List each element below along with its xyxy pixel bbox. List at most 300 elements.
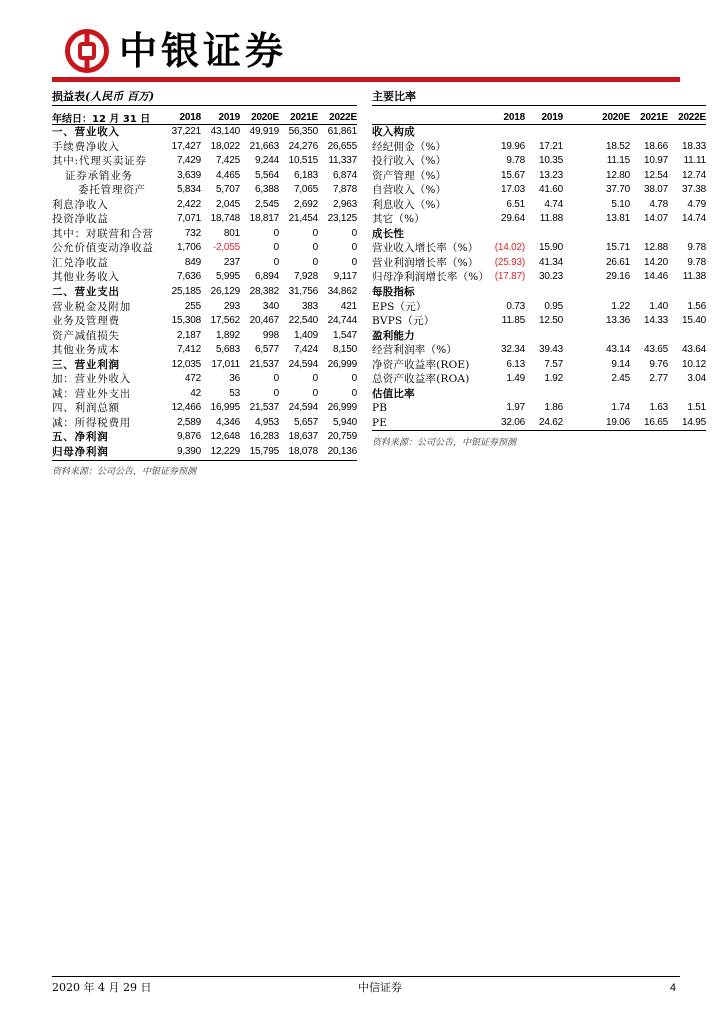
table-row — [52, 154, 357, 169]
value-cell: 18,748 — [210, 213, 240, 225]
value-cell: 1,547 — [332, 329, 357, 341]
value-cell: 53 — [229, 387, 240, 399]
value-cell: 8,150 — [332, 344, 357, 356]
table-row — [52, 314, 357, 329]
value-cell: 5,995 — [215, 271, 240, 283]
table-header-row — [52, 110, 357, 125]
row-label: 利息收入（%） — [372, 198, 447, 211]
page-number: 4 — [669, 982, 676, 994]
value-cell: 12.54 — [643, 169, 668, 181]
value-cell: 7,424 — [293, 344, 318, 356]
value-cell: 23,125 — [327, 213, 357, 225]
value-cell: 32.06 — [500, 416, 525, 428]
value-cell: 34,862 — [327, 286, 357, 298]
value-cell: 21,663 — [249, 140, 279, 152]
year-header: 2021E — [640, 111, 668, 123]
footer-rule — [52, 976, 680, 977]
value-cell: 9.78 — [687, 256, 706, 268]
value-cell: 24,744 — [327, 315, 357, 327]
value-cell: 5,683 — [215, 344, 240, 356]
row-label: 一、营业收入 — [52, 126, 120, 138]
value-cell: 7,636 — [176, 271, 201, 283]
value-cell: 1.56 — [687, 300, 706, 312]
value-cell: 732 — [184, 227, 201, 239]
table-row — [372, 140, 706, 155]
value-cell: 16.65 — [643, 416, 668, 428]
table-row — [52, 256, 357, 271]
table-row — [52, 183, 357, 198]
value-cell: 4.79 — [687, 198, 706, 210]
value-cell: 37,221 — [171, 126, 201, 137]
value-cell: 18,022 — [210, 140, 240, 152]
value-cell: 12.88 — [643, 242, 668, 254]
value-cell: 3.04 — [687, 373, 706, 385]
value-cell: 10,515 — [288, 155, 318, 167]
section-row — [52, 445, 357, 460]
row-label: 四、利润总额 — [52, 402, 120, 415]
value-cell: 17.21 — [538, 140, 563, 152]
row-label: 收入构成 — [372, 126, 415, 138]
value-cell: 10.12 — [681, 358, 706, 370]
row-label: 加：营业外收入 — [52, 373, 132, 386]
value-cell: 0 — [273, 387, 279, 399]
value-cell: 18.33 — [681, 140, 706, 152]
value-cell: -2,055 — [212, 242, 240, 254]
value-cell: 7,429 — [176, 155, 201, 167]
value-cell: 0 — [351, 373, 357, 385]
row-label: 减：所得税费用 — [52, 416, 132, 429]
row-label: 委托管理资产 — [78, 184, 146, 197]
section-row — [372, 125, 706, 140]
table-row — [52, 300, 357, 315]
value-cell: 61,861 — [327, 126, 357, 137]
value-cell: 2.77 — [649, 373, 668, 385]
value-cell: 18.66 — [643, 140, 668, 152]
value-cell: 26,999 — [327, 402, 357, 414]
value-cell: 10.35 — [538, 155, 563, 167]
value-cell: 43.14 — [605, 344, 630, 356]
value-cell: 4.74 — [544, 198, 563, 210]
value-cell: 2,545 — [254, 198, 279, 210]
row-label: 盈利能力 — [372, 329, 415, 342]
value-cell: 24.62 — [538, 416, 563, 428]
value-cell: 16,995 — [210, 402, 240, 414]
table-row — [372, 183, 706, 198]
year-header: 2018 — [179, 112, 201, 123]
value-cell: 38.07 — [643, 184, 668, 196]
value-cell: 13.36 — [605, 315, 630, 327]
income-statement-title — [52, 89, 357, 106]
value-cell: 1.49 — [506, 373, 525, 385]
value-cell: 1,409 — [293, 329, 318, 341]
row-label: EPS（元） — [372, 300, 427, 313]
value-cell: 7,878 — [332, 184, 357, 196]
table-row — [372, 314, 706, 329]
value-cell: 0 — [312, 387, 318, 399]
value-cell: 5.10 — [611, 198, 630, 210]
value-cell: 11.88 — [539, 213, 563, 225]
value-cell: 9.78 — [506, 155, 525, 167]
value-cell: 37.38 — [681, 184, 706, 196]
value-cell: 18,637 — [288, 431, 318, 443]
value-cell: 9,117 — [333, 271, 357, 283]
value-cell: 0 — [273, 256, 279, 268]
value-cell: 0 — [312, 242, 318, 254]
value-cell: 30.23 — [538, 271, 563, 283]
table-row — [52, 387, 357, 402]
value-cell: 1.22 — [611, 300, 630, 312]
section-row — [372, 387, 706, 402]
value-cell: 9.76 — [649, 358, 668, 370]
value-cell: 15.67 — [500, 169, 525, 181]
bank-of-china-logo-icon — [65, 29, 109, 73]
row-label: 二、营业支出 — [52, 286, 120, 299]
value-cell: 17,562 — [210, 315, 240, 327]
row-label: 五、净利润 — [52, 431, 109, 444]
value-cell: 2,422 — [176, 198, 201, 210]
row-label: 经营利润率（%） — [372, 344, 458, 357]
row-label: 投资净收益 — [52, 213, 109, 226]
value-cell: 3,639 — [176, 169, 201, 181]
row-label: 其中:代理买卖证券 — [52, 155, 147, 168]
value-cell: 43.64 — [681, 344, 706, 356]
value-cell: 15.90 — [538, 242, 563, 254]
row-label: 归母净利润增长率（%） — [372, 271, 490, 284]
value-cell: 2,963 — [332, 198, 357, 210]
value-cell: 998 — [262, 329, 279, 341]
value-cell: 5,940 — [332, 416, 357, 428]
row-label: 其他业务成本 — [52, 344, 120, 357]
row-label: 资产管理（%） — [372, 169, 447, 182]
value-cell: 7,065 — [293, 184, 318, 196]
row-label: 营业收入增长率（%） — [372, 242, 479, 255]
row-label: 证券承销业务 — [65, 169, 133, 182]
value-cell: 28,382 — [249, 286, 279, 298]
value-cell: 39.43 — [538, 344, 563, 356]
value-cell: 2.45 — [611, 373, 630, 385]
value-cell: 6,894 — [254, 271, 279, 283]
value-cell: (17.87) — [494, 271, 525, 283]
table-body — [372, 125, 706, 431]
section-row — [52, 285, 357, 300]
row-label: 三、营业利润 — [52, 358, 120, 371]
value-cell: 4,465 — [215, 169, 240, 181]
value-cell: 14.20 — [643, 256, 668, 268]
value-cell: 12.50 — [538, 315, 563, 327]
table-row — [372, 343, 706, 358]
table-header-row — [372, 110, 706, 125]
table-row — [372, 212, 706, 227]
value-cell: 17.03 — [500, 184, 525, 196]
value-cell: 17,011 — [211, 358, 240, 370]
value-cell: 36 — [229, 373, 240, 385]
table-row — [372, 300, 706, 315]
value-cell: 11.38 — [682, 271, 706, 283]
table-row — [52, 329, 357, 344]
value-cell: 9,876 — [176, 431, 201, 443]
row-label: 资产减值损失 — [52, 329, 120, 342]
value-cell: 17,427 — [171, 140, 201, 152]
value-cell: 6.51 — [506, 198, 525, 210]
value-cell: 4.78 — [649, 198, 668, 210]
value-cell: 7,412 — [176, 344, 201, 356]
section-row — [372, 285, 706, 300]
value-cell: 12.74 — [681, 169, 706, 181]
value-cell: 472 — [184, 373, 201, 385]
value-cell: 15.71 — [605, 242, 630, 254]
row-label: PB — [372, 402, 388, 415]
value-cell: 14.95 — [681, 416, 706, 428]
value-cell: 5,707 — [215, 184, 240, 196]
value-cell: 26,999 — [327, 358, 357, 370]
value-cell: 56,350 — [288, 126, 318, 137]
value-cell: 37.70 — [605, 184, 630, 196]
value-cell: 0.95 — [544, 300, 563, 312]
key-ratios-table — [372, 110, 706, 431]
value-cell: 421 — [340, 300, 357, 312]
value-cell: 21,537 — [249, 402, 279, 414]
value-cell: 237 — [223, 256, 240, 268]
header-rule — [52, 77, 680, 82]
row-label: 营业税金及附加 — [52, 300, 132, 313]
table-row — [52, 416, 357, 431]
value-cell: (14.02) — [494, 242, 525, 254]
value-cell: 383 — [301, 300, 318, 312]
value-cell: 6,874 — [332, 169, 357, 181]
row-label: 归母净利润 — [52, 446, 109, 459]
table-row — [372, 401, 706, 416]
value-cell: 12,229 — [210, 446, 240, 458]
value-cell: 0 — [351, 227, 357, 239]
row-label: 其他业务收入 — [52, 271, 120, 284]
value-cell: 6.13 — [506, 358, 525, 370]
value-cell: 1.97 — [506, 402, 525, 414]
row-label: PE — [372, 416, 388, 429]
value-cell: 13.23 — [538, 169, 563, 181]
value-cell: 5,834 — [176, 184, 201, 196]
brand-name: 中银证券 — [119, 28, 288, 73]
value-cell: 4,953 — [254, 416, 279, 428]
value-cell: 0 — [351, 242, 357, 254]
value-cell: 7,425 — [215, 155, 240, 167]
table-row — [52, 343, 357, 358]
value-cell: 14.07 — [643, 213, 668, 225]
value-cell: 20,759 — [327, 431, 357, 443]
section-row — [52, 430, 357, 445]
value-cell: 19.96 — [500, 140, 525, 152]
row-label: 净资产收益率(ROE) — [372, 358, 470, 371]
value-cell: 9.14 — [611, 358, 630, 370]
value-cell: 29.64 — [500, 213, 525, 225]
value-cell: 6,183 — [293, 169, 318, 181]
value-cell: 6,577 — [254, 344, 279, 356]
year-header: 2019 — [218, 112, 240, 123]
income-statement-table — [52, 110, 357, 461]
value-cell: 1,892 — [215, 329, 240, 341]
year-header: 2022E — [329, 112, 357, 123]
row-label: 手续费净收入 — [52, 140, 120, 153]
section-row — [372, 227, 706, 242]
value-cell: 24,594 — [288, 402, 318, 414]
table-row — [52, 227, 357, 242]
value-cell: 4,346 — [215, 416, 240, 428]
value-cell: 293 — [223, 300, 240, 312]
value-cell: 12.80 — [605, 169, 630, 181]
section-row — [52, 358, 357, 373]
year-header: 2018 — [503, 111, 525, 123]
row-label: 成长性 — [372, 227, 405, 240]
value-cell: 9,244 — [254, 155, 279, 167]
value-cell: 0 — [312, 373, 318, 385]
row-label: 经纪佣金（%） — [372, 140, 447, 153]
row-label: 投行收入（%） — [372, 155, 447, 168]
row-label: 自营收入（%） — [372, 184, 447, 197]
value-cell: 9,390 — [176, 446, 201, 458]
value-cell: 2,589 — [176, 416, 201, 428]
row-label: BVPS（元） — [372, 315, 435, 328]
value-cell: 18,078 — [288, 446, 318, 458]
covered-company: 中信证券 — [358, 981, 402, 994]
value-cell: 18,817 — [249, 213, 279, 225]
value-cell: 1,706 — [176, 242, 201, 254]
value-cell: 12,035 — [171, 358, 201, 370]
row-label: 公允价值变动净收益 — [52, 242, 154, 255]
value-cell: 11.11 — [683, 155, 706, 167]
value-cell: 1.92 — [544, 373, 563, 385]
key-ratios-title: 主要比率 — [372, 89, 706, 106]
value-cell: 6,388 — [254, 184, 279, 196]
table-row — [372, 169, 706, 184]
title-text: 损益表 — [52, 90, 85, 103]
table-row — [372, 154, 706, 169]
value-cell: 22,540 — [288, 315, 318, 327]
value-cell: 25,185 — [171, 286, 201, 298]
value-cell: 1.86 — [544, 402, 563, 414]
value-cell: 26,129 — [210, 286, 240, 298]
table-row — [52, 401, 357, 416]
value-cell: 0 — [273, 373, 279, 385]
value-cell: 12,648 — [210, 431, 240, 443]
year-header: 2019 — [541, 111, 563, 123]
value-cell: 20,467 — [249, 315, 279, 327]
row-label: 总资产收益率(ROA) — [372, 373, 470, 386]
table-row — [52, 270, 357, 285]
year-end-label: 年结日：12 月 31 日 — [52, 114, 151, 125]
title-unit: (人民币 百万) — [85, 90, 155, 103]
table-row — [52, 212, 357, 227]
table-row — [372, 372, 706, 387]
value-cell: 43,140 — [210, 126, 240, 137]
value-cell: 14.46 — [643, 271, 668, 283]
row-label: 业务及管理费 — [52, 315, 120, 328]
row-label: 其它（%） — [372, 213, 425, 226]
value-cell: 11.85 — [501, 315, 525, 327]
value-cell: 13.81 — [605, 213, 630, 225]
value-cell: 2,187 — [176, 329, 201, 341]
value-cell: 26,655 — [327, 140, 357, 152]
value-cell: 0.73 — [506, 300, 525, 312]
row-label: 利息净收入 — [52, 198, 109, 211]
value-cell: 15,308 — [171, 315, 201, 327]
table-row — [52, 241, 357, 256]
value-cell: 1.74 — [611, 402, 630, 414]
value-cell: 255 — [184, 300, 201, 312]
year-header: 2022E — [678, 111, 706, 123]
table-body — [52, 125, 357, 461]
section-row — [372, 329, 706, 344]
value-cell: 12,466 — [171, 402, 201, 414]
value-cell: 0 — [312, 256, 318, 268]
source-note: 资料来源：公司公告，中银证券预测 — [52, 467, 197, 477]
row-label: 每股指标 — [372, 286, 415, 299]
value-cell: 0 — [351, 387, 357, 399]
value-cell: 42 — [190, 387, 201, 399]
table-row — [52, 169, 357, 184]
value-cell: 21,454 — [288, 213, 318, 225]
table-row — [372, 198, 706, 213]
value-cell: 16,283 — [249, 431, 279, 443]
value-cell: 0 — [273, 227, 279, 239]
source-note: 资料来源：公司公告，中银证券预测 — [372, 438, 517, 448]
value-cell: 24,276 — [288, 140, 318, 152]
row-label: 其中：对联营和合营 — [52, 227, 154, 240]
value-cell: 7,928 — [293, 271, 318, 283]
value-cell: 32.34 — [500, 344, 525, 356]
section-row — [52, 125, 357, 140]
value-cell: 41.60 — [538, 184, 563, 196]
value-cell: 24,594 — [288, 358, 318, 370]
value-cell: 5,564 — [254, 169, 279, 181]
table-row — [52, 372, 357, 387]
value-cell: 20,136 — [327, 446, 357, 458]
value-cell: 0 — [351, 256, 357, 268]
row-label: 营业利润增长率（%） — [372, 256, 479, 269]
value-cell: 340 — [262, 300, 279, 312]
value-cell: 2,692 — [293, 198, 318, 210]
table-row — [52, 198, 357, 213]
value-cell: 41.34 — [538, 256, 563, 268]
value-cell: 26.61 — [605, 256, 630, 268]
value-cell: 7.57 — [544, 358, 563, 370]
value-cell: 7,071 — [176, 213, 201, 225]
value-cell: 21,537 — [249, 358, 279, 370]
table-row — [372, 358, 706, 373]
value-cell: 1.40 — [649, 300, 668, 312]
value-cell: 1.63 — [649, 402, 668, 414]
value-cell: 15.40 — [681, 315, 706, 327]
year-header: 2020E — [602, 111, 630, 123]
table-row — [372, 241, 706, 256]
value-cell: 29.16 — [605, 271, 630, 283]
value-cell: 14.74 — [681, 213, 706, 225]
value-cell: 19.06 — [605, 416, 630, 428]
row-label: 汇兑净收益 — [52, 256, 109, 269]
table-row — [372, 256, 706, 271]
report-date: 2020 年 4 月 29 日 — [52, 981, 152, 994]
value-cell: 1.51 — [687, 402, 706, 414]
value-cell: (25.93) — [494, 256, 525, 268]
value-cell: 10.97 — [643, 155, 668, 167]
year-header: 2020E — [251, 112, 279, 123]
table-row — [52, 140, 357, 155]
value-cell: 31,756 — [288, 286, 318, 298]
row-label: 估值比率 — [372, 387, 415, 400]
table-row — [372, 416, 706, 431]
value-cell: 15,795 — [249, 446, 279, 458]
value-cell: 49,919 — [249, 126, 279, 137]
value-cell: 0 — [273, 242, 279, 254]
value-cell: 14.33 — [643, 315, 668, 327]
